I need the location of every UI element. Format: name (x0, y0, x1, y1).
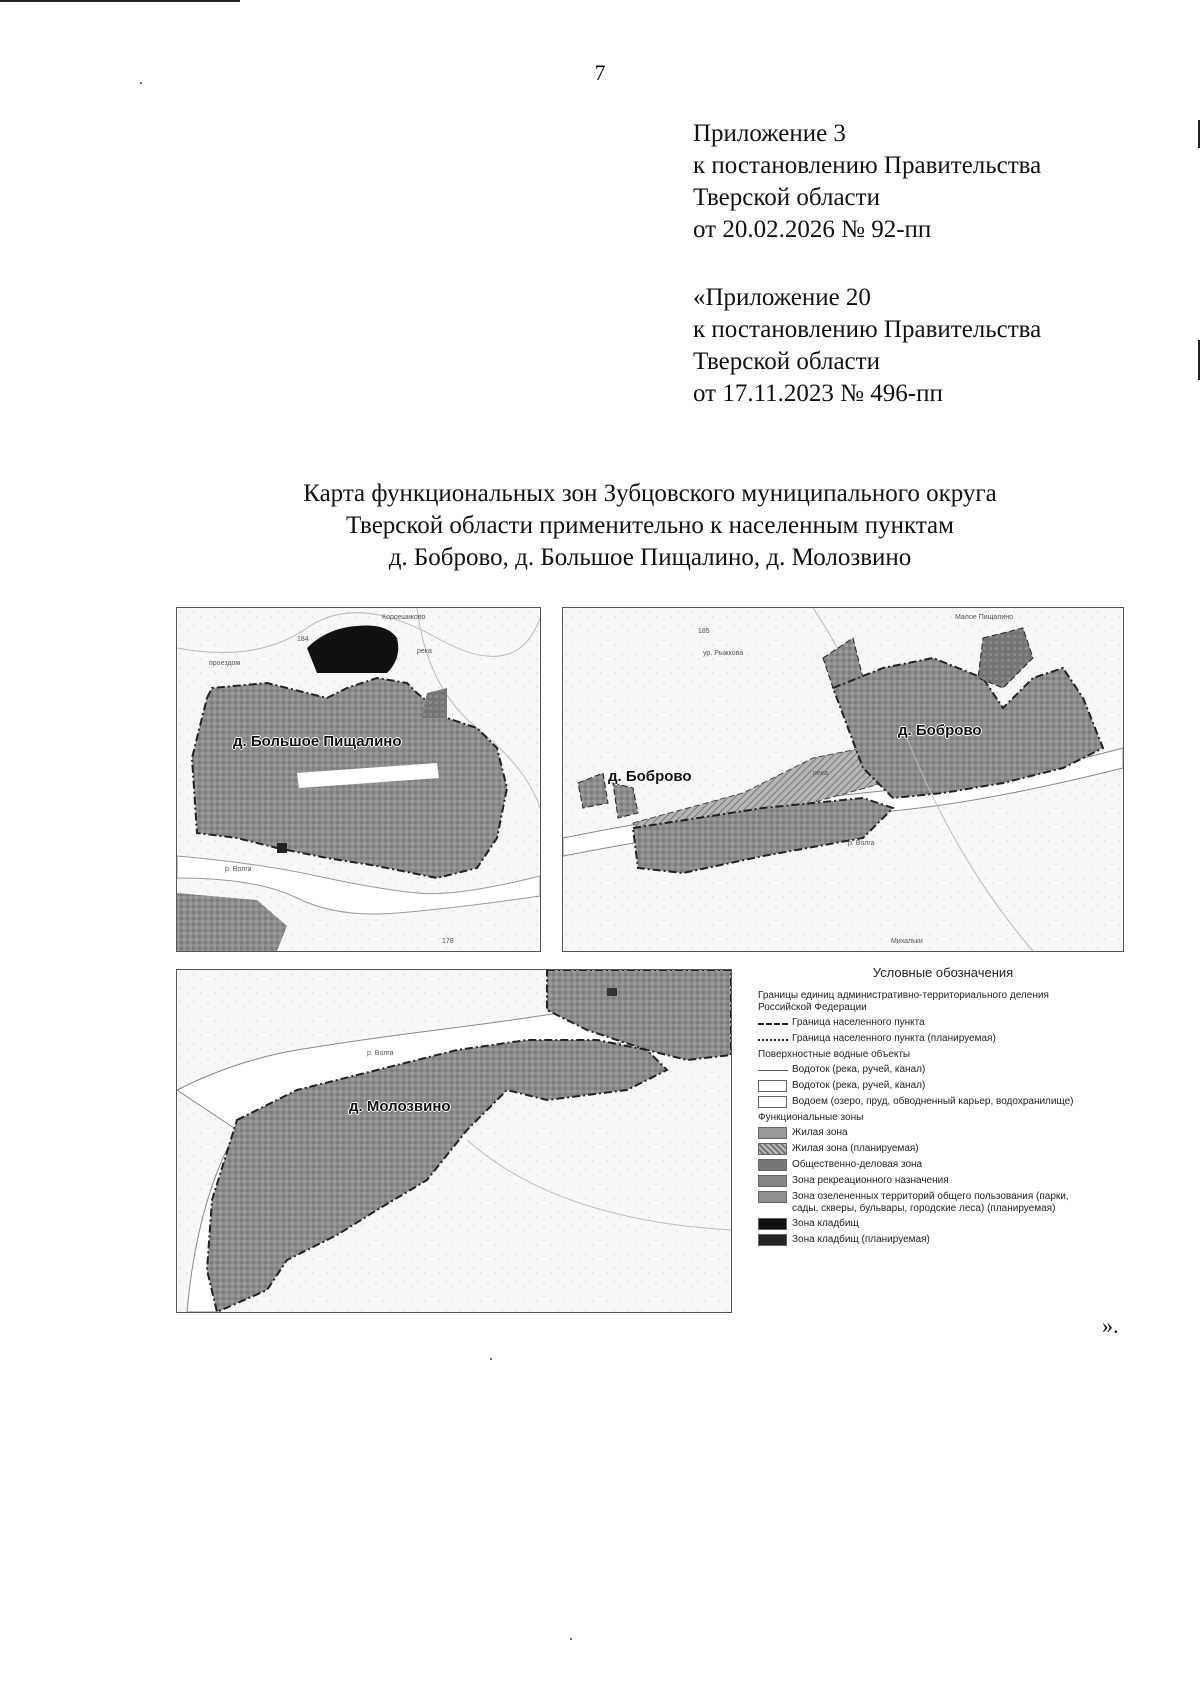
legend-item-label: Общественно-деловая зона (792, 1159, 923, 1170)
map-small-label: проездом (209, 660, 241, 667)
stream-area-swatch-icon (758, 1080, 788, 1093)
legend-item-label: Граница населенного пункта (792, 1017, 925, 1028)
map-small-label: Корсешиково (382, 614, 426, 621)
legend-item (758, 1080, 1088, 1093)
scan-edge-line (0, 0, 240, 2)
legend-item (758, 1175, 1088, 1188)
legend-item-label: Зона рекреационного назначения (792, 1175, 949, 1186)
annex-line: Тверской области (693, 184, 880, 211)
legend-item-label: Жилая зона (792, 1127, 848, 1138)
planned-boundary-line-icon (758, 1033, 788, 1046)
residential-zone-swatch-icon (758, 1127, 788, 1140)
legend-item (758, 1017, 1088, 1030)
legend-item (758, 1218, 1088, 1231)
map-small-label: р. Волга (367, 1050, 394, 1057)
map-small-label: река (417, 648, 432, 655)
legend-item (758, 1159, 1088, 1172)
map-small-label: р. Волга (848, 840, 875, 847)
annex-line: к постановлению Правительства (693, 152, 1042, 179)
annex-line: от 17.11.2023 № 496-пп (693, 380, 943, 407)
planned-cemetery-zone-swatch-icon (758, 1234, 788, 1247)
planned-residential-zone-swatch-icon (758, 1143, 788, 1156)
map-small-label: 178 (442, 938, 454, 945)
map-small-label: 185 (698, 628, 710, 635)
map-molozvino-graphic (177, 970, 731, 1312)
map-bobrovo (562, 607, 1124, 952)
legend-item (758, 1096, 1088, 1109)
legend-item-label: Зона озелененных территорий общего пользования (парки, сады, скверы, бульвары, городские леса) (планируемая) (792, 1191, 1069, 1214)
annex-line: от 20.02.2026 № 92-пп (693, 216, 932, 243)
map-molozvino (176, 969, 732, 1313)
annex-line: Тверской области (693, 348, 880, 375)
scan-speck (490, 1358, 492, 1360)
legend-item (758, 1127, 1088, 1140)
map-village-label: д. Боброво (608, 768, 692, 785)
legend-heading: Границы единиц административно-территориального деления Российской Федерации (758, 990, 1049, 1013)
annex-line: «Приложение 20 (693, 284, 871, 311)
legend-item (758, 1234, 1088, 1247)
title-line: д. Боброво, д. Большое Пищалино, д. Молозвино (388, 544, 912, 571)
legend-heading: Поверхностные водные объекты (758, 1049, 911, 1060)
legend-item-label: Жилая зона (планируемая) (792, 1143, 919, 1154)
business-zone-swatch-icon (758, 1159, 788, 1172)
legend-item-label: Водоем (озеро, пруд, обводненный карьер, водохранилище) (792, 1096, 1074, 1107)
map-village-label: д. Большое Пищалино (233, 733, 402, 750)
document-title (150, 478, 1150, 574)
map-small-label: Михальки (891, 938, 923, 945)
annex-current-header (693, 118, 1041, 246)
map-small-label: ур. Рыжкова (703, 650, 744, 657)
page-number: 7 (594, 60, 606, 85)
map-small-label: река (813, 770, 828, 777)
legend-item-label: Водоток (река, ручей, канал) (792, 1080, 926, 1091)
stream-line-icon (758, 1064, 788, 1077)
legend-item (758, 1143, 1088, 1156)
map-village-label: д. Молозвино (349, 1098, 451, 1115)
map-bolshoe-pishchalino (176, 607, 541, 952)
legend-item-label: Зона кладбищ (планируемая) (792, 1234, 930, 1245)
annex-line: Приложение 3 (693, 120, 846, 147)
legend-item-label: Водоток (река, ручей, канал) (792, 1064, 926, 1075)
legend-item (758, 1064, 1088, 1077)
recreation-zone-swatch-icon (758, 1175, 788, 1188)
cemetery-zone-swatch-icon (758, 1218, 788, 1231)
closing-quote-mark: ». (1102, 1313, 1119, 1338)
map-village-label: д. Боброво (898, 722, 982, 739)
map-legend (758, 965, 1088, 1250)
legend-item-label: Граница населенного пункта (планируемая) (792, 1033, 996, 1044)
legend-heading: Функциональные зоны (758, 1112, 864, 1123)
legend-item (758, 1191, 1088, 1215)
annex-line: к постановлению Правительства (693, 316, 1042, 343)
green-zone-swatch-icon (758, 1191, 788, 1204)
annex-original-header (693, 282, 1041, 410)
legend-title: Условные обозначения (872, 965, 1014, 980)
scan-speck (570, 1638, 572, 1640)
boundary-line-icon (758, 1017, 788, 1030)
legend-item (758, 1033, 1088, 1046)
legend-item-label: Зона кладбищ (792, 1218, 859, 1229)
map-small-label: 184 (297, 636, 309, 643)
map-small-label: Малое Пищалино (955, 614, 1014, 621)
map-small-label: р. Волга (225, 866, 252, 873)
reservoir-swatch-icon (758, 1096, 788, 1109)
title-line: Тверской области применительно к населенным пунктам (346, 512, 954, 539)
title-line: Карта функциональных зон Зубцовского муниципального округа (303, 480, 997, 507)
